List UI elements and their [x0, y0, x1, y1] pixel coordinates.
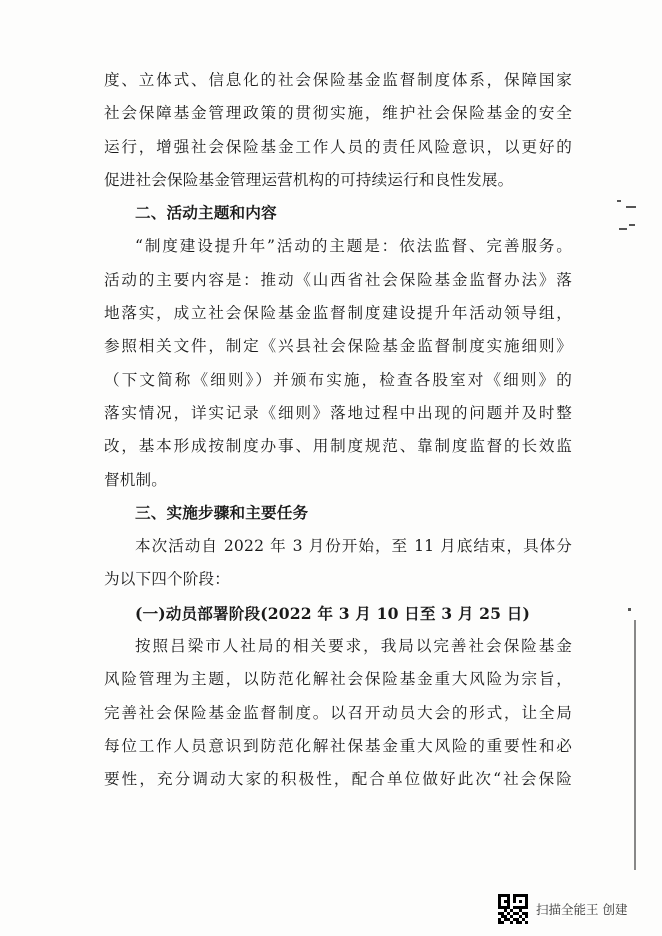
paragraph-line: 风险管理为主题，以防范化解社会保险基金重大风险为宗旨，: [104, 670, 572, 689]
paragraph-line: 促进社会保险基金管理运营机构的可持续运行和良性发展。: [104, 170, 514, 189]
paragraph-line: 为以下四个阶段：: [104, 570, 230, 589]
paragraph-line: 要性，充分调动大家的积极性，配合单位做好此次“社会保险: [104, 770, 572, 789]
paragraph-line: 度、立体式、信息化的社会保险基金监督制度体系，保障国家: [104, 71, 572, 89]
scan-mark: [626, 206, 636, 208]
paragraph-line: 社会保障基金管理政策的贯彻实施，维护社会保险基金的安全: [104, 104, 572, 123]
paragraph-line: 改，基本形成按制度办事、用制度规范、靠制度监督的长效监: [104, 437, 572, 456]
paragraph-line: 督机制。: [104, 470, 167, 489]
paragraph-line: 地落实，成立社会保险基金监督制度建设提升年活动领导组，: [104, 304, 572, 323]
document-body: [104, 64, 572, 797]
paragraph-line: 完善社会保险基金监督制度。以召开动员大会的形式，让全局: [104, 703, 572, 722]
paragraph-line: 运行，增强社会保险基金工作人员的责任风险意识，以更好的: [104, 137, 572, 156]
scan-edge-line: [634, 620, 636, 870]
paragraph-line: 每位工作人员意识到防范化解社保基金重大风险的重要性和必: [104, 736, 572, 755]
subsection-heading: (一)动员部署阶段(2022 年 3 月 10 日至 3 月 25 日): [135, 603, 530, 623]
paragraph-line: 活动的主要内容是：推动《山西省社会保险基金监督办法》落: [104, 270, 572, 289]
paragraph-first-line: 本次活动自 2022 年 3 月份开始，至 11 月底结束，具体分: [135, 537, 572, 556]
paragraph-line: （下文简称《细则》）并颁布实施，检查各股室对《细则》的: [104, 370, 572, 389]
scan-mark: [617, 200, 621, 202]
scan-mark: [628, 608, 631, 611]
scanner-label: 扫描全能王 创建: [536, 902, 628, 917]
paragraph-line: 落实情况，详实记录《细则》落地过程中出现的问题并及时整: [104, 403, 572, 422]
scanner-watermark: [498, 893, 627, 925]
paragraph-first-line: 按照吕梁市人社局的相关要求，我局以完善社会保险基金: [135, 637, 572, 656]
section-heading: 二、活动主题和内容: [135, 204, 277, 223]
paragraph-line: 参照相关文件，制定《兴县社会保险基金监督制度实施细则》: [104, 337, 572, 356]
section-heading: 三、实施步骤和主要任务: [135, 503, 309, 522]
qr-code-icon: [498, 894, 528, 924]
scan-mark: [629, 224, 635, 226]
scan-mark: [619, 228, 627, 230]
paragraph-first-line: “制度建设提升年”活动的主题是：依法监督、完善服务。: [135, 237, 572, 256]
